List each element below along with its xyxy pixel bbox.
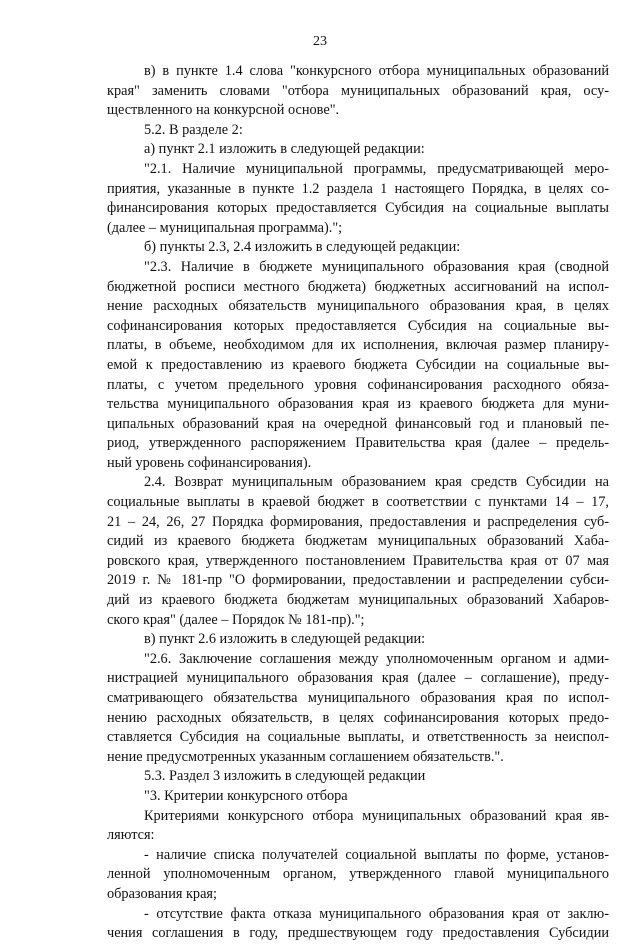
text-line: нение расходных обязательств муниципального образования края, в целях bbox=[107, 298, 609, 315]
text-line: бюджетной росписи местного бюджета) бюджетных ассигнований на испол- bbox=[107, 278, 609, 295]
text-line: - отсутствие факта отказа муниципального образования края от заклю- bbox=[144, 905, 609, 922]
text-line: ровского края, утвержденного постановлением Правительства края от 07 мая bbox=[107, 552, 609, 569]
text-line: (далее – муниципальная программа)."; bbox=[107, 219, 343, 236]
text-line: ществленного на конкурсной основе". bbox=[107, 102, 340, 119]
page-number: 23 bbox=[313, 34, 327, 49]
text-line: образования края; bbox=[107, 885, 217, 902]
text-line: Критериями конкурсного отбора муниципальных образований края яв- bbox=[144, 807, 609, 824]
text-line: в) в пункте 1.4 слова "конкурсного отбора муниципальных образований bbox=[144, 63, 609, 79]
text-line: - наличие списка получателей социальной выплаты по форме, установ- bbox=[144, 846, 609, 863]
text-line: 2019 г. № 181-пр "О формировании, предоставлении и распределении субси- bbox=[107, 572, 609, 589]
text-line: сматривающего обязательства муниципального образования края по испол- bbox=[107, 690, 609, 706]
text-line: софинансирования которых предоставляется Субсидия на социальные вы- bbox=[107, 317, 609, 334]
text-line: платы, в объеме, необходимом для их исполнения, включая размер планиру- bbox=[107, 337, 609, 354]
text-line: "3. Критерии конкурсного отбора bbox=[144, 787, 348, 804]
text-line: ципальных образований края на очередной финансовый год и плановый пе- bbox=[107, 415, 609, 432]
text-line: 5.2. В разделе 2: bbox=[144, 121, 243, 138]
text-line: "2.6. Заключение соглашения между уполномоченным органом и адми- bbox=[144, 650, 609, 667]
text-line: а) пункт 2.1 изложить в следующей редакции: bbox=[144, 141, 425, 158]
text-line: б) пункты 2.3, 2.4 изложить в следующей редакции: bbox=[144, 239, 461, 256]
text-line: ставляется Субсидия на социальные выплаты, и ответственность за неиспол- bbox=[107, 729, 609, 746]
text-line: в) пункт 2.6 изложить в следующей редакции: bbox=[144, 631, 426, 648]
text-line: ляются: bbox=[107, 827, 155, 844]
text-line: социальные выплаты в краевой бюджет в соответствии с пунктами 14 – 17, bbox=[107, 494, 609, 511]
text-line: риод, утвержденного распоряжением Правительства края (далее – предель- bbox=[107, 435, 609, 452]
text-line: сидий из краевого бюджета бюджетам муниципальных образований Хаба- bbox=[107, 533, 609, 550]
document-body bbox=[107, 62, 609, 944]
text-line: нение предусмотренных указанным соглашением обязательств.". bbox=[107, 748, 504, 765]
text-line: края" заменить словами "отбора муниципальных образований края, осу- bbox=[107, 82, 609, 99]
text-line: 21 – 24, 26, 27 Порядка формирования, предоставления и распределения суб- bbox=[107, 513, 609, 530]
text-line: ный уровень софинансирования). bbox=[107, 454, 312, 471]
text-line: "2.1. Наличие муниципальной программы, предусматривающей меро- bbox=[144, 160, 609, 177]
text-line: ленной уполномоченным органом, утвержденного главой муниципального bbox=[107, 866, 609, 883]
text-line: финансирования которых предоставляется Субсидия на социальные выплаты bbox=[107, 200, 609, 217]
text-line: нистрацией муниципального образования края (далее – соглашение), преду- bbox=[107, 670, 609, 687]
text-line: емой к предоставлению из краевого бюджета Субсидии на социальные вы- bbox=[107, 356, 609, 373]
text-line: 5.3. Раздел 3 изложить в следующей редакции bbox=[144, 768, 426, 785]
text-line: дий из краевого бюджета бюджетам муниципальных образований Хабаров- bbox=[107, 592, 609, 609]
text-line: ского края" (далее – Порядок № 181-пр)."; bbox=[107, 611, 365, 628]
text-line: приятия, указанные в пункте 1.2 раздела 1 настоящего Порядка, в целях со- bbox=[107, 180, 609, 197]
text-line: "2.3. Наличие в бюджете муниципального образования края (сводной bbox=[144, 258, 609, 275]
text-line: тельства муниципального образования края из краевого бюджета для муни- bbox=[107, 396, 609, 413]
text-line: 2.4. Возврат муниципальным образованием края средств Субсидии на bbox=[144, 474, 609, 491]
text-line: платы, с учетом предельного уровня софинансирования расходного обяза- bbox=[107, 376, 609, 393]
text-line: чения соглашения в году, предшествующем году предоставления Субсидии bbox=[107, 925, 609, 942]
text-line: нению расходных обязательств, в целях софинансирования которых предо- bbox=[107, 709, 609, 726]
